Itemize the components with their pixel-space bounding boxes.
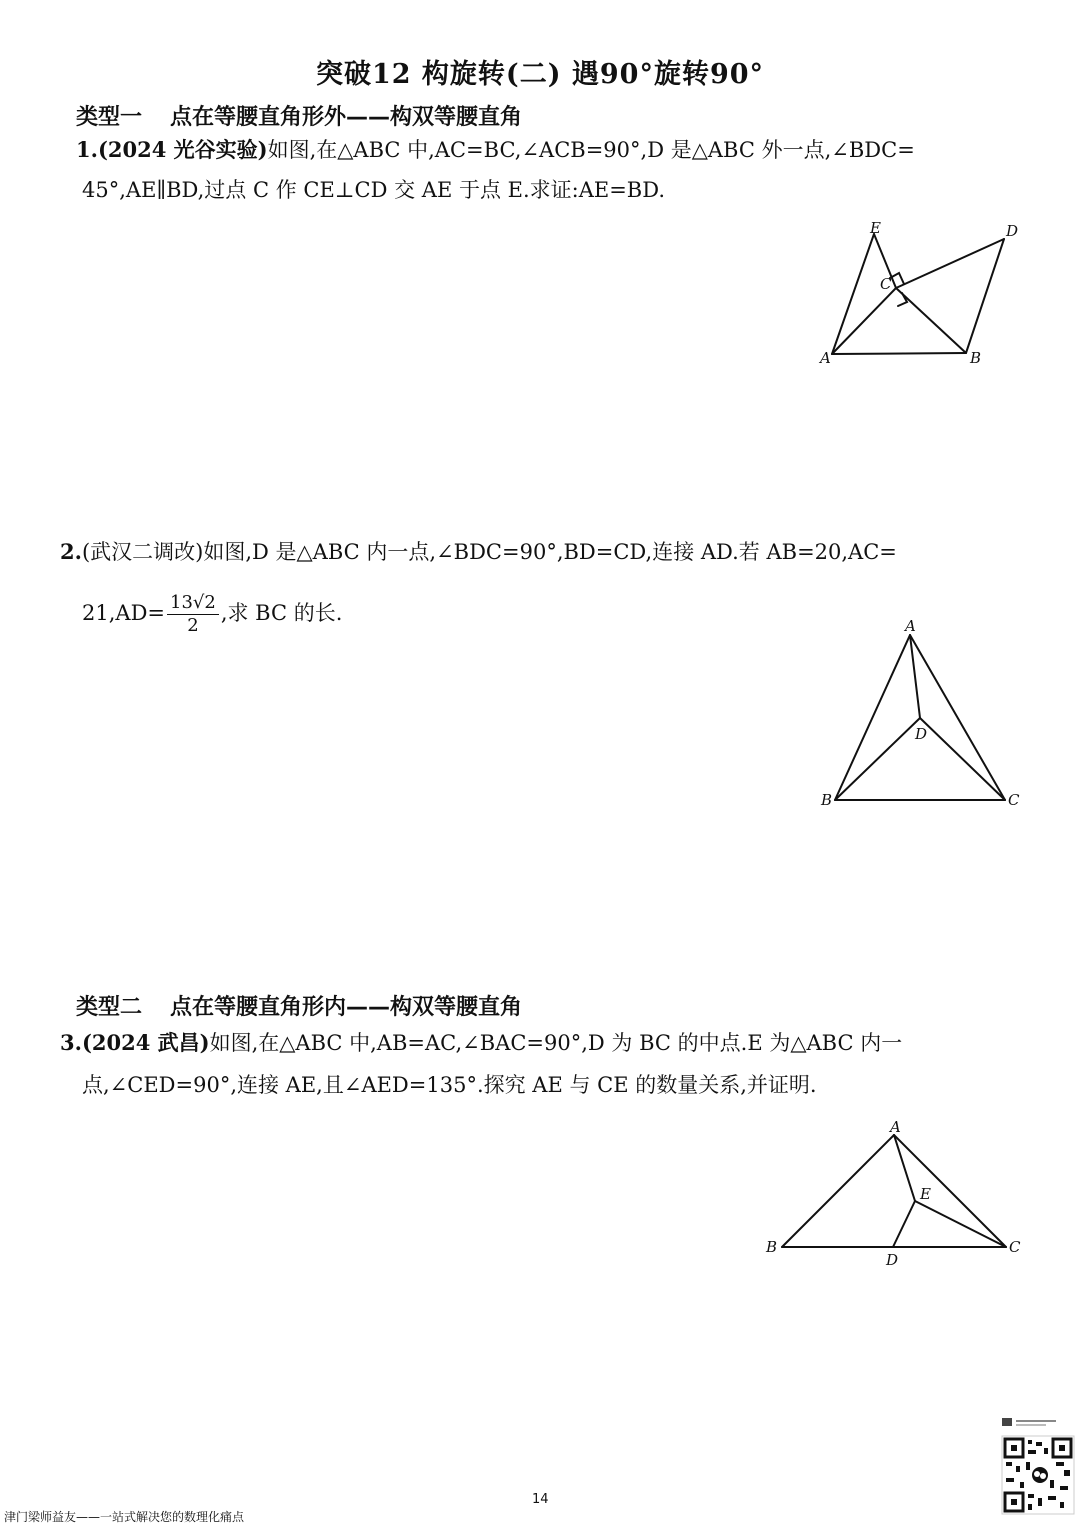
segment-ad [910, 635, 920, 718]
question-source: (武汉二调改) [81, 540, 204, 564]
label-a: A [820, 349, 831, 367]
label-e: E [870, 219, 881, 237]
segment-db [835, 718, 920, 800]
segment-dc [920, 718, 1005, 800]
section-desc: 点在等腰直角形外——构双等腰直角 [170, 105, 523, 130]
question-number: 1. [76, 137, 98, 162]
question-source: (2024 光谷实验) [97, 137, 268, 162]
fraction-numerator: 13√2 [167, 592, 219, 615]
label-c: C [1008, 791, 1020, 809]
label-c: C [1009, 1238, 1021, 1256]
question-1-line-2 [82, 176, 665, 204]
question-text: 21,AD= [82, 601, 165, 625]
label-a: A [905, 617, 916, 635]
segment-db [966, 239, 1004, 353]
section-type: 类型一 [76, 105, 143, 130]
label-b: B [821, 791, 833, 809]
label-d: D [886, 1251, 899, 1269]
question-2-line-1 [60, 538, 897, 566]
segment-ab [832, 353, 966, 354]
figure-1 [810, 216, 1030, 376]
segment-ae [832, 234, 874, 354]
label-a: A [890, 1118, 901, 1136]
section-desc: 点在等腰直角形内——构双等腰直角 [170, 995, 523, 1020]
label-d: D [1006, 222, 1019, 240]
fraction-denominator: 2 [187, 615, 199, 636]
segment-ec [915, 1201, 1006, 1247]
question-text: ,求 BC 的长. [220, 601, 343, 625]
label-d: D [915, 725, 928, 743]
segment-ed [893, 1201, 915, 1247]
question-number: 2. [60, 539, 82, 564]
section-heading-2 [76, 990, 522, 1021]
label-c: C [880, 275, 892, 293]
section-type: 类型二 [76, 995, 143, 1020]
segment-ab [782, 1135, 894, 1247]
label-e: E [920, 1185, 931, 1203]
figure-2 [815, 615, 1030, 815]
question-2-line-2 [82, 590, 342, 637]
segment-ac [832, 288, 896, 354]
qr-code[interactable] [1000, 1416, 1076, 1516]
question-3-line-1 [60, 1029, 902, 1057]
segment-cb [896, 288, 966, 353]
segment-cd [896, 239, 1004, 288]
right-angle-mark [898, 293, 907, 306]
question-text: 点,∠CED=90°,连接 AE,且∠AED=135°.探究 AE 与 CE 的数量关系,并证明. [82, 1073, 817, 1097]
page-title: 突破12 构旋转(二) 遇90°旋转90° [315, 59, 765, 90]
segment-ab [835, 635, 910, 800]
label-b: B [970, 349, 982, 367]
fraction [167, 592, 219, 637]
question-text: 如图,在△ABC 中,AC=BC,∠ACB=90°,D 是△ABC 外一点,∠BDC= [267, 138, 915, 162]
question-3-line-2 [82, 1071, 817, 1099]
footer-text: 津门梁师益友——一站式解决您的数理化痛点 [4, 1510, 245, 1524]
question-text: 如图,D 是△ABC 内一点,∠BDC=90°,BD=CD,连接 AD.若 AB=20,AC= [203, 540, 897, 564]
label-b: B [766, 1238, 778, 1256]
question-text: 45°,AE∥BD,过点 C 作 CE⊥CD 交 AE 于点 E.求证:AE=BD. [82, 178, 665, 202]
section-heading-1 [76, 100, 522, 131]
question-text: 如图,在△ABC 中,AB=AC,∠BAC=90°,D 为 BC 的中点.E 为△ABC 内一 [209, 1031, 903, 1055]
page-number: 14 [532, 1492, 549, 1507]
logo-icon [1002, 1418, 1012, 1426]
segment-ac [910, 635, 1005, 800]
figure-3 [760, 1115, 1030, 1275]
question-1-line-1 [76, 136, 915, 164]
question-source: (2024 武昌) [81, 1030, 210, 1055]
question-number: 3. [60, 1030, 82, 1055]
